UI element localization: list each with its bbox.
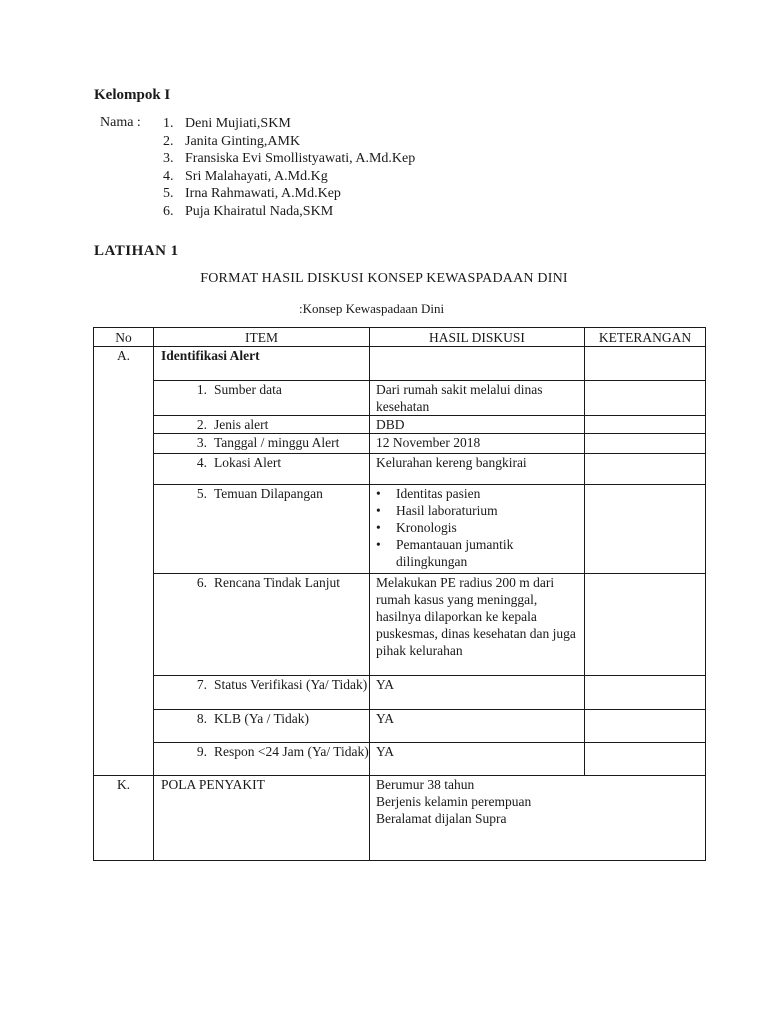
item-cell: 7. Status Verifikasi (Ya/ Tidak) [154, 676, 370, 710]
header-no: No [94, 328, 154, 347]
section-a-no: A. [94, 347, 154, 776]
member-item: 6. Puja Khairatul Nada,SKM [163, 203, 334, 219]
hasil-cell: DBD [370, 416, 585, 434]
member-name: Fransiska Evi Smollistyawati, A.Md.Kep [185, 151, 416, 166]
member-name: Irna Rahmawati, A.Md.Kep [185, 186, 341, 201]
exercise-heading: LATIHAN 1 [94, 243, 179, 259]
table-row [94, 381, 706, 416]
pola-line: Beralamat dijalan Supra [376, 811, 507, 826]
table-row [94, 574, 706, 676]
section-k-row [94, 776, 706, 861]
keterangan-cell [585, 485, 706, 574]
keterangan-cell [585, 347, 706, 381]
nama-label: Nama : [100, 115, 141, 130]
hasil-cell [370, 485, 585, 574]
section-a-row [94, 347, 706, 381]
hasil-cell: YA [370, 676, 585, 710]
member-item: 3. Fransiska Evi Smollistyawati, A.Md.Kep [163, 151, 416, 166]
document-subtitle: :Konsep Kewaspadaan Dini [299, 301, 445, 316]
header-item: ITEM [154, 328, 370, 347]
member-item: 4. Sri Malahayati, A.Md.Kg [163, 168, 328, 184]
member-item: 2. Janita Ginting,AMK [163, 133, 301, 149]
member-item: 5. Irna Rahmawati, A.Md.Kep [163, 186, 341, 201]
item-cell: 1. Sumber data [154, 381, 370, 416]
list-item: • Identitas pasien [376, 485, 580, 502]
group-heading: Kelompok I [94, 87, 171, 103]
member-name: Janita Ginting,AMK [185, 133, 301, 149]
section-k-no: K. [94, 776, 154, 861]
item-cell: 9. Respon <24 Jam (Ya/ Tidak) [154, 743, 370, 776]
pola-line: Berjenis kelamin perempuan [376, 794, 532, 809]
table-row [94, 454, 706, 485]
table-row [94, 676, 706, 710]
item-cell: 6. Rencana Tindak Lanjut [154, 574, 370, 676]
header-keterangan: KETERANGAN [585, 328, 706, 347]
section-a-title: Identifikasi Alert [154, 347, 370, 381]
pola-line: Berumur 38 tahun [376, 777, 475, 792]
section-k-item: POLA PENYAKIT [154, 776, 370, 861]
item-cell: 4. Lokasi Alert [154, 454, 370, 485]
table-row [94, 485, 706, 574]
item-cell: 5. Temuan Dilapangan [154, 485, 370, 574]
findings-list [376, 485, 580, 570]
hasil-cell: Kelurahan kereng bangkirai [370, 454, 585, 485]
hasil-cell: 12 November 2018 [370, 434, 585, 454]
keterangan-cell [585, 676, 706, 710]
table-row [94, 743, 706, 776]
hasil-cell: Melakukan PE radius 200 m dari rumah kasus yang meninggal, hasilnya dilaporkan ke kepala puskesmas, dinas kesehatan dan juga pihak kelurahan [370, 574, 585, 676]
hasil-cell: Dari rumah sakit melalui dinas kesehatan [370, 381, 585, 416]
keterangan-cell [585, 454, 706, 485]
keterangan-cell [585, 743, 706, 776]
hasil-cell: YA [370, 743, 585, 776]
keterangan-cell [585, 710, 706, 743]
item-cell: 3. Tanggal / minggu Alert [154, 434, 370, 454]
section-k-hasil [370, 776, 706, 861]
table-row [94, 710, 706, 743]
keterangan-cell [585, 434, 706, 454]
list-item: • Pemantauan jumantik dilingkungan [376, 536, 580, 570]
hasil-cell: YA [370, 710, 585, 743]
member-item: 1. Deni Mujiati,SKM [163, 116, 291, 131]
member-name: Puja Khairatul Nada,SKM [185, 203, 334, 219]
discussion-table [93, 327, 706, 861]
table-row [94, 416, 706, 434]
list-item: • Kronologis [376, 519, 580, 536]
member-name: Deni Mujiati,SKM [185, 116, 291, 131]
member-name: Sri Malahayati, A.Md.Kg [185, 168, 328, 184]
keterangan-cell [585, 574, 706, 676]
item-cell: 8. KLB (Ya / Tidak) [154, 710, 370, 743]
member-list [163, 115, 415, 220]
header-hasil: HASIL DISKUSI [370, 328, 585, 347]
hasil-cell [370, 347, 585, 381]
document-title: FORMAT HASIL DISKUSI KONSEP KEWASPADAAN DINI [200, 271, 568, 286]
keterangan-cell [585, 416, 706, 434]
item-cell: 2. Jenis alert [154, 416, 370, 434]
table-header-row [94, 328, 706, 347]
list-item: • Hasil laboraturium [376, 502, 580, 519]
keterangan-cell [585, 381, 706, 416]
table-row [94, 434, 706, 454]
